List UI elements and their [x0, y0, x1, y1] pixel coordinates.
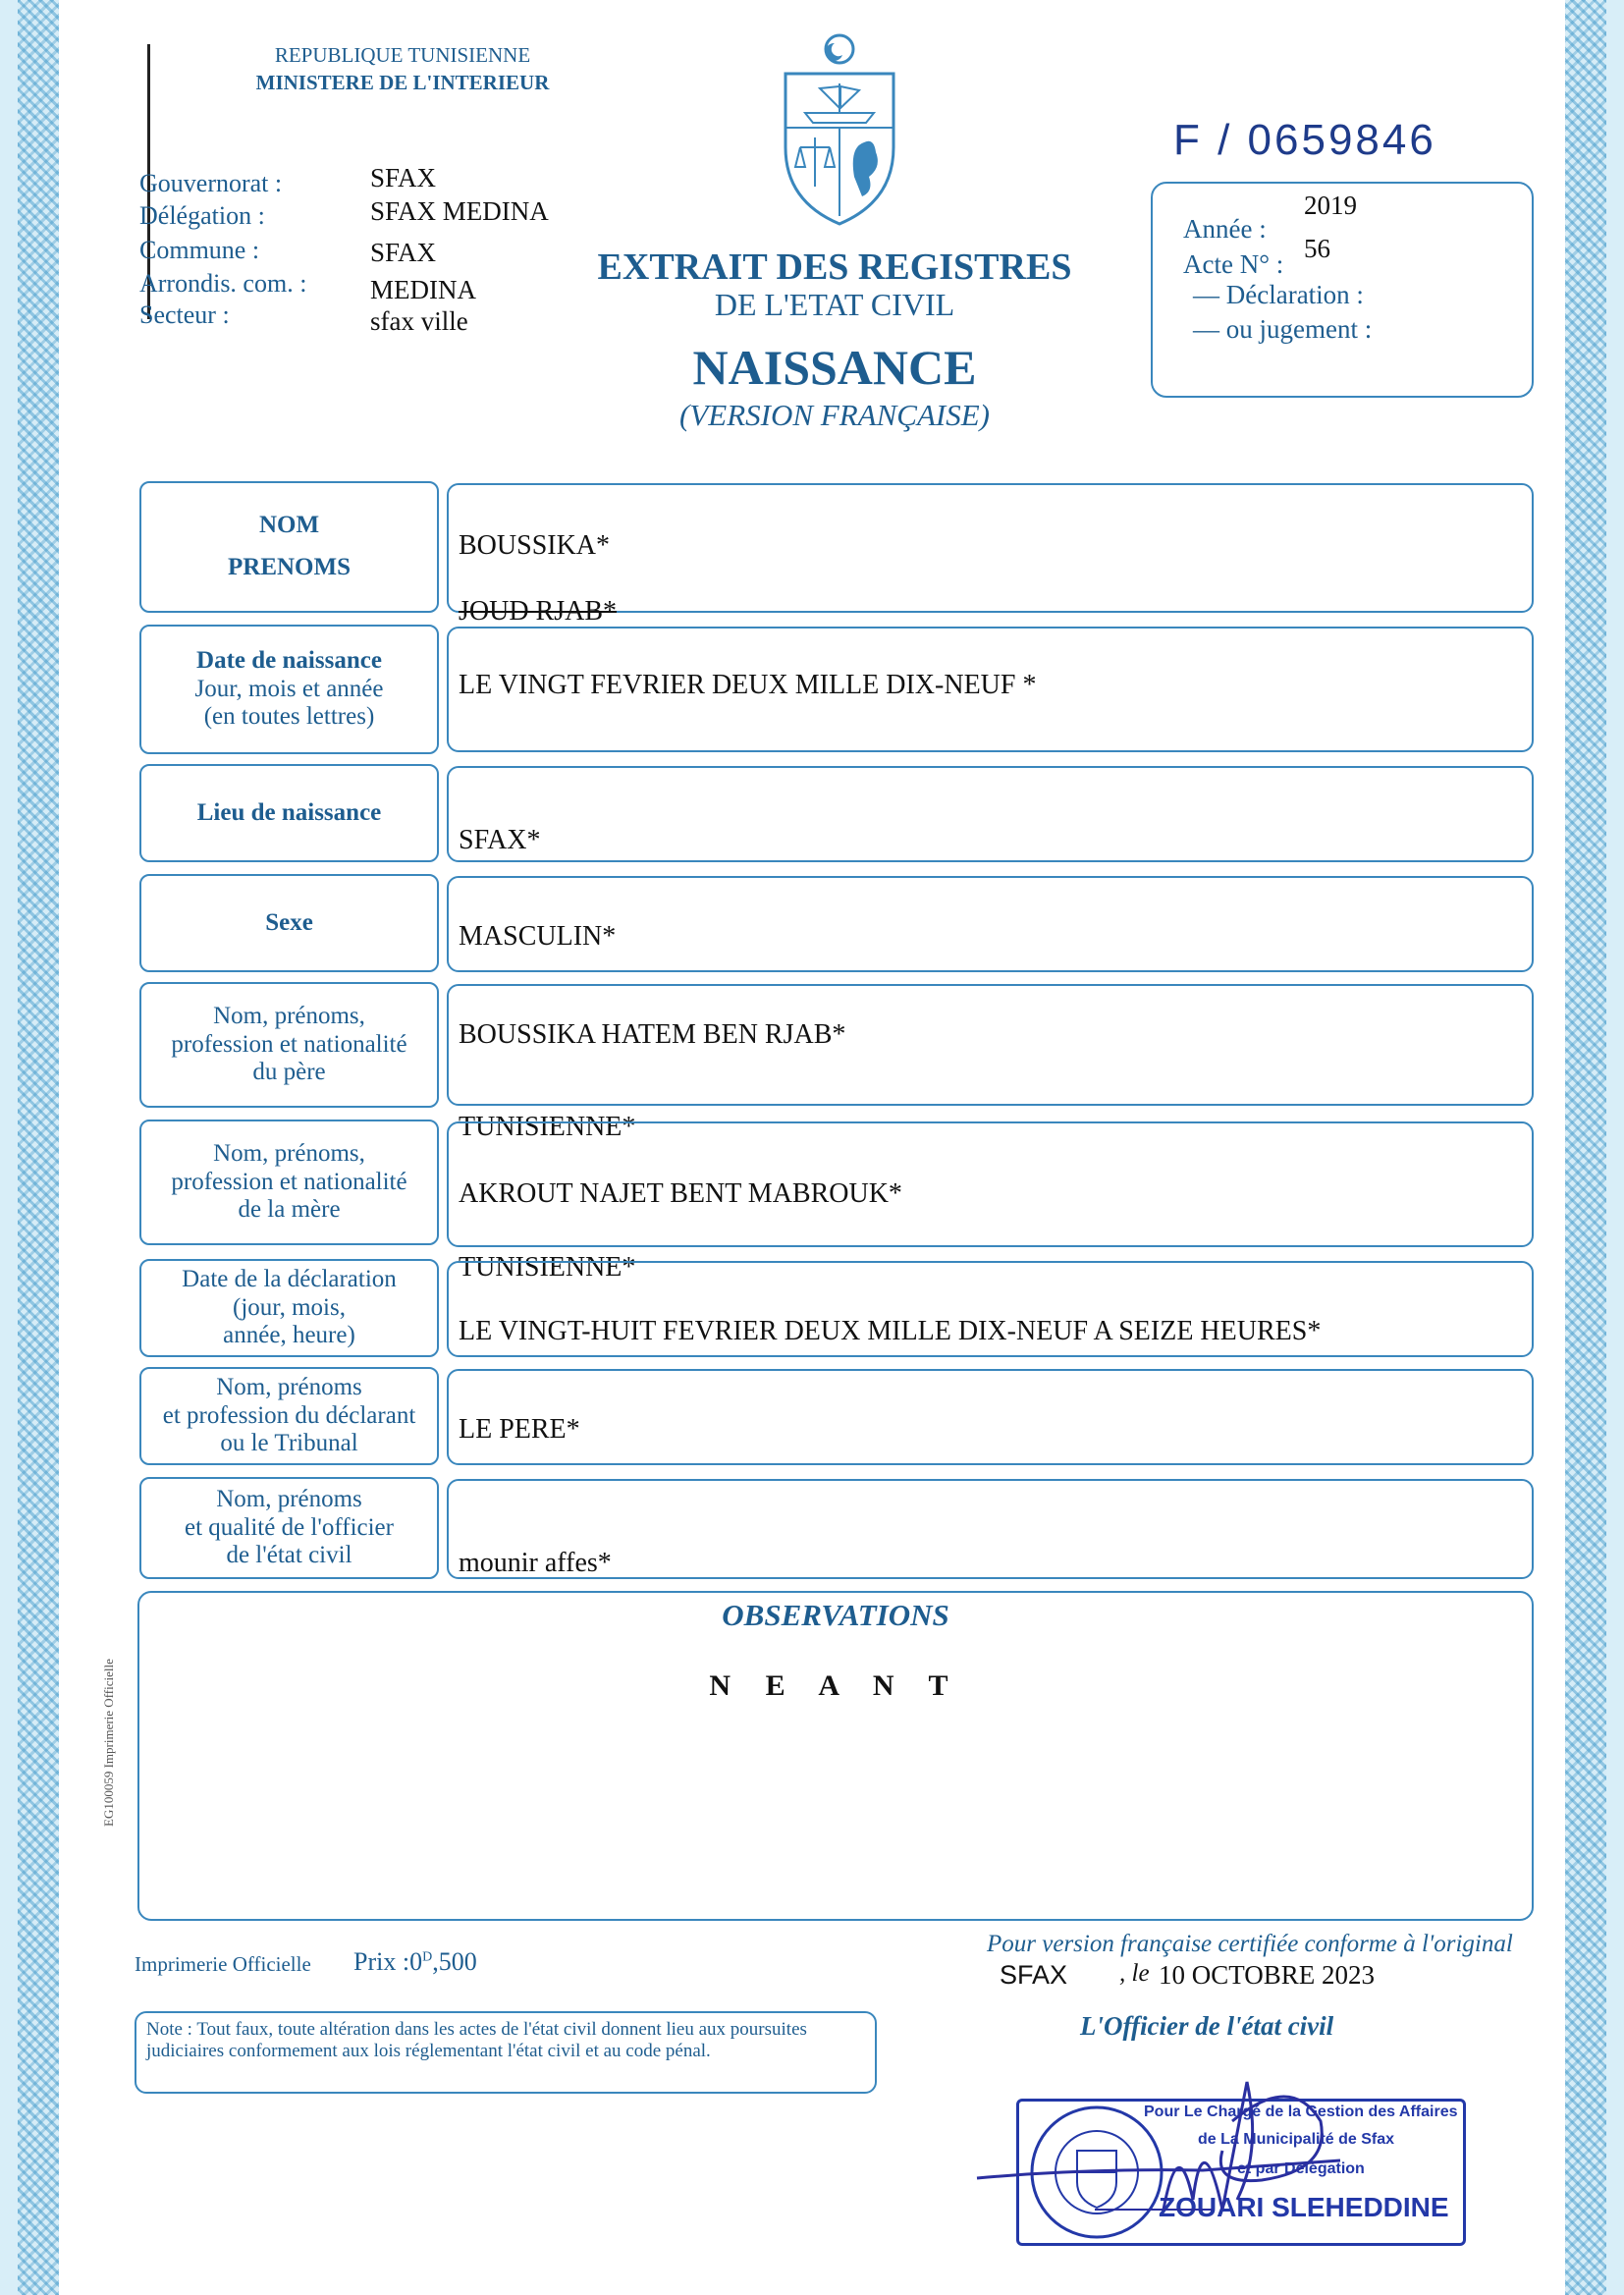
label-officier-l3: de l'état civil: [226, 1542, 352, 1569]
price-rest: ,500: [432, 1947, 477, 1976]
value-nom: BOUSSIKA*: [459, 530, 611, 561]
label-mere-l1: Nom, prénoms,: [213, 1139, 365, 1167]
label-nom-prenoms: [139, 481, 439, 613]
coat-of-arms-icon: [776, 29, 903, 231]
stamp-name: ZOUARI SLEHEDDINE: [1159, 2192, 1449, 2222]
legal-note-text: Note : Tout faux, toute altération dans les actes de l'état civil donnent lieu aux poursuites judiciaires conformement aux lois réglementant l'état civil et au code pénal.: [146, 2019, 807, 2061]
observations-box: [137, 1591, 1534, 1921]
label-officier-l1: Nom, prénoms: [216, 1485, 362, 1512]
title-etat-civil: DE L'ETAT CIVIL: [714, 287, 955, 322]
jugement-label: — ou jugement :: [1193, 314, 1373, 344]
label-date-declaration: [139, 1259, 439, 1357]
value-date-naissance: LE VINGT FEVRIER DEUX MILLE DIX-NEUF *: [459, 670, 1037, 700]
republic-label: REPUBLIQUE TUNISIENNE: [274, 43, 531, 67]
annee-label: Année :: [1183, 214, 1267, 244]
label-pere-l2: profession et nationalité: [171, 1030, 407, 1058]
price-sup: D: [422, 1949, 433, 1965]
declaration-label: — Déclaration :: [1193, 280, 1364, 309]
label-declarant-l2: et profession du déclarant: [162, 1401, 416, 1429]
acte-label: Acte N° :: [1183, 249, 1284, 279]
label-date-naissance-title: Date de naissance: [196, 646, 382, 674]
label-date-naissance: [139, 625, 439, 754]
certified-text: Pour version française certifiée conforme à l'original: [987, 1931, 1513, 1957]
label-decl-l1: Date de la déclaration: [182, 1265, 397, 1292]
title-extrait: EXTRAIT DES REGISTRES: [597, 246, 1072, 288]
arrondissement-value: MEDINA: [370, 275, 476, 304]
label-mere-l2: profession et nationalité: [171, 1168, 407, 1195]
value-box-nom: [447, 483, 1534, 613]
annee-value: 2019: [1304, 191, 1357, 220]
label-date-naissance-sub1: Jour, mois et année: [194, 675, 384, 702]
commune-value: SFAX: [370, 238, 437, 267]
legal-note-box: [135, 2011, 877, 2094]
gouvernorat-value: SFAX: [370, 163, 437, 192]
value-mere-nom: AKROUT NAJET BENT MABROUK*: [459, 1178, 902, 1209]
label-officier: [139, 1477, 439, 1579]
arrondissement-label: Arrondis. com. :: [139, 269, 307, 298]
delegation-label: Délégation :: [139, 201, 265, 230]
label-pere: [139, 982, 439, 1108]
value-box-declarant: [447, 1369, 1534, 1465]
label-sexe: [139, 874, 439, 972]
value-pere-nationalite: TUNISIENNE*: [459, 1112, 636, 1142]
value-sexe: MASCULIN*: [459, 921, 617, 952]
label-declarant-l3: ou le Tribunal: [220, 1430, 358, 1457]
left-border-edge: [0, 0, 18, 2295]
secteur-label: Secteur :: [139, 301, 230, 329]
printer-label: Imprimerie Officielle: [135, 1952, 311, 1976]
label-decl-l2: (jour, mois,: [233, 1293, 346, 1321]
label-prenoms: PRENOMS: [228, 554, 351, 580]
value-mere-nationalite: TUNISIENNE*: [459, 1252, 636, 1283]
certified-le: , le: [1119, 1960, 1150, 1987]
secteur-value: sfax ville: [370, 306, 468, 336]
price-label: [353, 1947, 477, 1977]
value-box-lieu: [447, 766, 1534, 862]
label-sexe-title: Sexe: [265, 908, 313, 936]
right-border-edge: [1606, 0, 1624, 2295]
stamp-line3: et par Délégation: [1237, 2160, 1365, 2177]
serial-number: F / 0659846: [1173, 116, 1436, 164]
certified-date: 10 OCTOBRE 2023: [1159, 1960, 1376, 1990]
label-declarant: [139, 1367, 439, 1465]
signature-icon: [967, 2062, 1399, 2259]
observations-title: OBSERVATIONS: [722, 1598, 949, 1632]
title-version: (VERSION FRANÇAISE): [679, 398, 990, 432]
label-mere: [139, 1120, 439, 1245]
label-decl-l3: année, heure): [223, 1322, 355, 1349]
label-date-naissance-sub2: (en toutes lettres): [203, 703, 375, 731]
value-date-declaration: LE VINGT-HUIT FEVRIER DEUX MILLE DIX-NEUF A SEIZE HEURES*: [459, 1316, 1322, 1346]
stamp-line1: Pour Le Chargé de la Gestion des Affaires: [1144, 2104, 1458, 2120]
certified-city: SFAX: [1000, 1960, 1068, 1990]
acte-value: 56: [1304, 234, 1330, 263]
ministry-label: MINISTERE DE L'INTERIEUR: [255, 71, 550, 94]
label-officier-l2: et qualité de l'officier: [185, 1513, 394, 1541]
value-declarant: LE PERE*: [459, 1414, 580, 1445]
value-officier: mounir affes*: [459, 1548, 612, 1578]
commune-label: Commune :: [139, 236, 260, 264]
value-lieu-naissance: SFAX*: [459, 825, 541, 855]
title-naissance: NAISSANCE: [692, 340, 977, 395]
price-main: Prix :0: [353, 1947, 423, 1976]
label-pere-l1: Nom, prénoms,: [213, 1002, 365, 1029]
observations-text: N E A N T: [709, 1669, 962, 1702]
label-mere-l3: de la mère: [238, 1196, 341, 1224]
label-declarant-l1: Nom, prénoms: [216, 1373, 362, 1400]
delegation-value: SFAX MEDINA: [370, 196, 549, 226]
value-pere-nom: BOUSSIKA HATEM BEN RJAB*: [459, 1019, 846, 1050]
label-lieu-naissance-title: Lieu de naissance: [196, 798, 382, 826]
stamp-line2: de La Municipalité de Sfax: [1198, 2131, 1395, 2148]
officer-title: L'Officier de l'état civil: [1080, 2011, 1334, 2041]
label-lieu-naissance: [139, 764, 439, 862]
gouvernorat-label: Gouvernorat :: [139, 169, 283, 197]
side-printer-text: EG100059 Imprimerie Officielle: [101, 1659, 116, 1827]
label-pere-l3: du père: [252, 1059, 326, 1086]
value-prenoms: JOUD RJAB*: [459, 596, 618, 627]
label-nom: NOM: [258, 512, 320, 539]
